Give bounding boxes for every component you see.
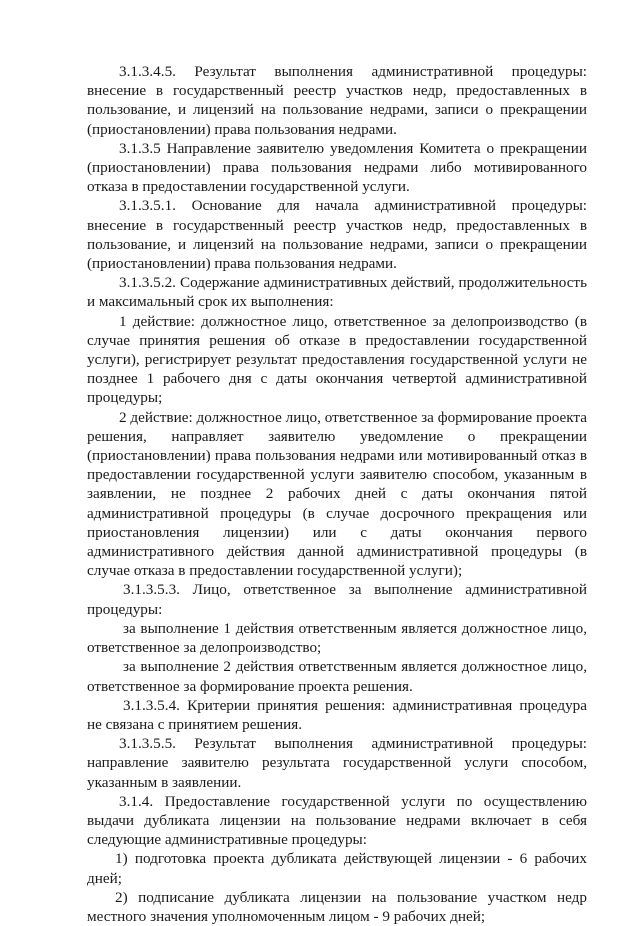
paragraph-action-2: 2 действие: должностное лицо, ответственное за формирование проекта решения, направляет заявителю уведомление о прекращении (приостановлении) права пользования недрами или мотивированный отказ в предоставлении государственной услуги заявителю способом, указанным в заявлении, не позднее 2 рабочих дней с даты окончания пятой административной процедуры (в случае досрочного прекращения или приостановления лицензии) или с даты окончания первого административного действия данной административной процедуры (в случае отказа в предоставлении государственной услуги); — [87, 408, 587, 580]
paragraph-3-1-3-5-5: 3.1.3.5.5. Результат выполнения административной процедуры: направление заявителю результата государственной услуги способом, указанным в заявлении. — [87, 735, 587, 791]
paragraph-3-1-3-5-1: 3.1.3.5.1. Основание для начала административной процедуры: внесение в государственный реестр участков недр, предоставленных в пользование, и лицензий на пользование недрами, записи о прекращении (приостановлении) права пользования недрами. — [87, 197, 587, 273]
list-item-1: 1) подготовка проекта дубликата действующей лицензии - 6 рабочих дней; — [87, 850, 587, 887]
paragraph-responsible-2: за выполнение 2 действия ответственным является должностное лицо, ответственное за формирование проекта решения. — [87, 658, 587, 695]
document-body — [87, 62, 587, 926]
paragraph-3-1-3-5-4: 3.1.3.5.4. Критерии принятия решения: административная процедура не связана с принятием решения. — [87, 696, 587, 733]
paragraph-3-1-3-4-5: 3.1.3.4.5. Результат выполнения административной процедуры: внесение в государственный реестр участков недр, предоставленных в пользование, и лицензий на пользование недрами, записи о прекращении (приостановлении) права пользования недрами. — [87, 63, 587, 138]
paragraph-action-1: 1 действие: должностное лицо, ответственное за делопроизводство (в случае принятия решения об отказе в предоставлении государственной услуги), регистрирует результат предоставления государственной услуги не позднее 1 рабочего дня с даты окончания четвертой административной процедуры; — [87, 312, 587, 407]
paragraph-3-1-3-5-2: 3.1.3.5.2. Содержание административных действий, продолжительность и максимальный срок их выполнения: — [87, 274, 587, 311]
paragraph-3-1-3-5: 3.1.3.5 Направление заявителю уведомления Комитета о прекращении (приостановлении) права пользования недрами либо мотивированного отказа в предоставлении государственной услуги. — [87, 139, 587, 196]
paragraph-3-1-4: 3.1.4. Предоставление государственной услуги по осуществлению выдачи дубликата лицензии на пользование недрами включает в себя следующие административные процедуры: — [87, 792, 587, 849]
paragraph-responsible-1: за выполнение 1 действия ответственным является должностное лицо, ответственное за делопроизводство; — [87, 619, 587, 657]
paragraph-3-1-3-5-3: 3.1.3.5.3. Лицо, ответственное за выполнение административной процедуры: — [87, 581, 587, 618]
list-item-2: 2) подписание дубликата лицензии на пользование участком недр местного значения уполномоченным лицом - 9 рабочих дней; — [87, 888, 587, 925]
